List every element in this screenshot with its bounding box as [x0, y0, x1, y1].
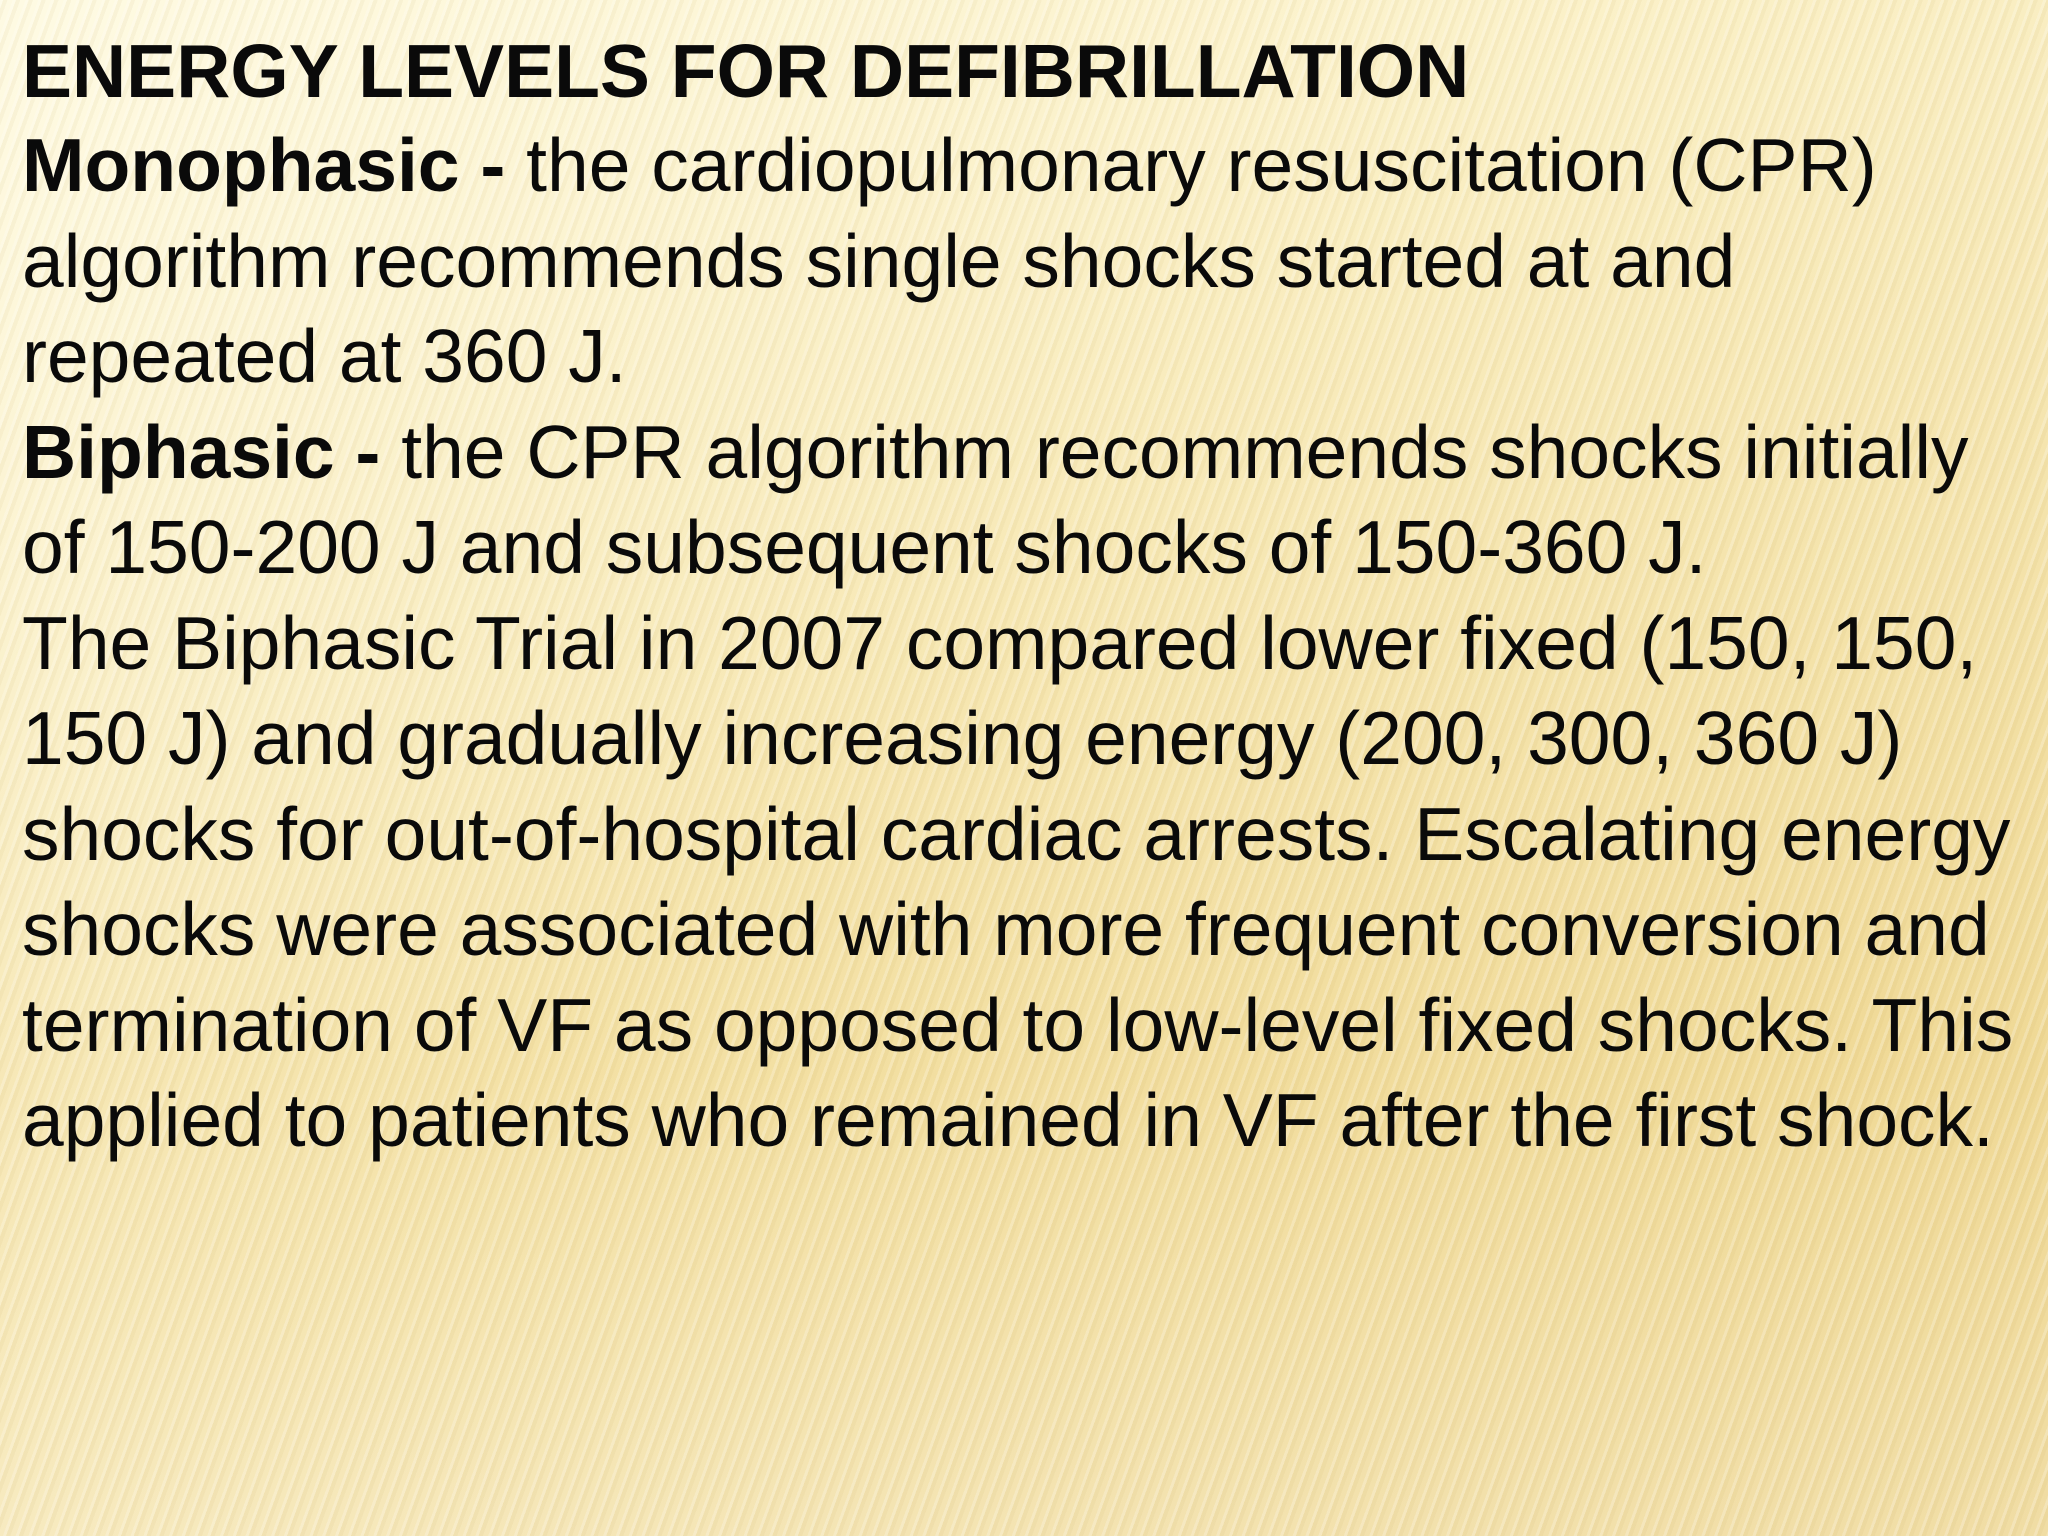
monophasic-label: Monophasic - — [22, 123, 527, 207]
slide-content — [22, 24, 2022, 1514]
biphasic-trial-paragraph: The Biphasic Trial in 2007 compared lower fixed (150, 150, 150 J) and gradually increasing energy (200, 300, 360 J) shocks for out-of-hospital cardiac arrests. Escalating energy shocks were associated with more frequent conversion and termination of VF as opposed to low-level fixed shocks. This applied to patients who remained in VF after the first shock. — [22, 600, 2014, 1162]
biphasic-paragraph — [22, 405, 2022, 596]
biphasic-text: the CPR algorithm recommends shocks initially of 150-200 J and subsequent shocks of 150-360 J. — [22, 409, 1969, 589]
monophasic-text: the cardiopulmonary resuscitation (CPR) algorithm recommends single shocks started at and repeated at 360 J. — [22, 123, 1877, 398]
biphasic-label: Biphasic - — [22, 409, 402, 494]
slide-title: ENERGY LEVELS FOR DEFIBRILLATION — [22, 29, 1470, 113]
monophasic-paragraph — [22, 118, 2022, 405]
